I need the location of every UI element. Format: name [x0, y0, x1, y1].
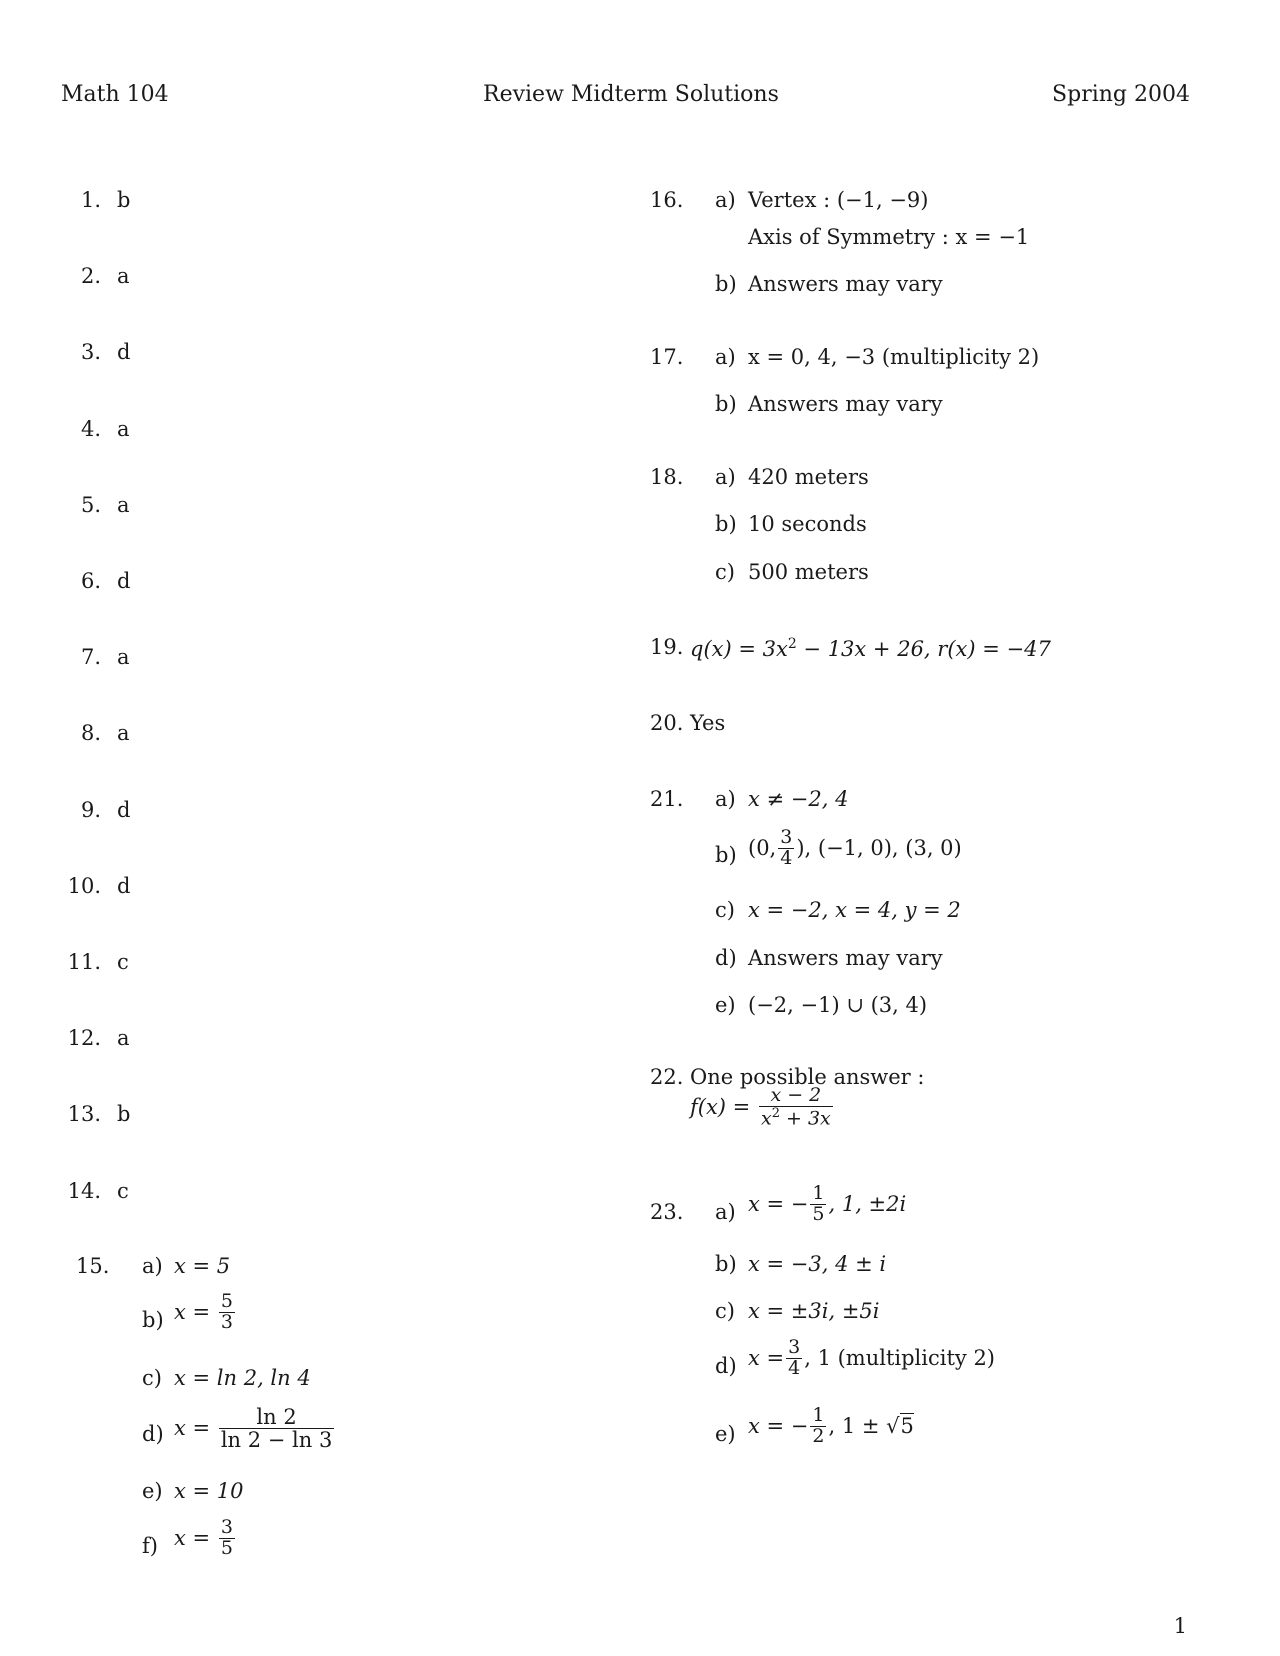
mc-answer: a	[117, 645, 130, 669]
part-label: a)	[142, 1254, 163, 1278]
answer-21c: x = −2, x = 4, y = 2	[748, 898, 961, 922]
answer-17a: x = 0, 4, −3 (multiplicity 2)	[748, 345, 1040, 369]
question-number: 22.	[650, 1065, 684, 1089]
page-number: 1	[1173, 1614, 1187, 1638]
lhs: x =	[174, 1299, 211, 1324]
answer-15e: x = 10	[174, 1479, 244, 1503]
mc-number: 4.	[80, 417, 101, 441]
answer-21e: (−2, −1) ∪ (3, 4)	[748, 993, 928, 1017]
mc-answer: d	[117, 798, 131, 822]
lhs: x = −	[748, 1413, 809, 1438]
mc-number: 9.	[80, 798, 101, 822]
expr-post: ), (−1, 0), (3, 0)	[796, 835, 962, 860]
mc-answer: d	[117, 874, 131, 898]
part-label: d)	[142, 1422, 164, 1446]
den-post: + 3x	[779, 1107, 831, 1130]
sqrt-icon: √	[886, 1413, 900, 1438]
answer-18c: 500 meters	[748, 560, 869, 584]
answer-15f	[174, 1518, 237, 1559]
exponent: 2	[771, 1105, 780, 1121]
question-number: 20.	[650, 711, 684, 735]
mc-number: 14.	[67, 1179, 101, 1203]
answer-20: Yes	[690, 711, 726, 735]
fraction-denominator: 3	[220, 1310, 233, 1333]
answer-23b: x = −3, 4 ± i	[748, 1252, 887, 1276]
answer-22-intro: One possible answer :	[690, 1065, 925, 1089]
fraction-numerator: 1	[812, 1404, 825, 1426]
lhs: x =	[174, 1525, 211, 1550]
answer-19	[690, 637, 1051, 660]
answer-16b: Answers may vary	[748, 272, 943, 296]
answer-22-function	[690, 1086, 835, 1129]
lhs: x =	[748, 1345, 785, 1370]
answer-16a-axis: Axis of Symmetry : x = −1	[748, 225, 1030, 249]
part-label: a)	[715, 188, 736, 212]
mc-answer: c	[117, 1179, 129, 1203]
fraction-numerator: ln 2	[219, 1406, 335, 1429]
part-label: e)	[715, 993, 736, 1017]
mc-answer: a	[117, 493, 130, 517]
mc-answer: b	[117, 188, 131, 212]
mc-number: 6.	[80, 569, 101, 593]
answer-16a-vertex: Vertex : (−1, −9)	[748, 188, 929, 212]
mc-number: 8.	[80, 721, 101, 745]
question-number: 21.	[650, 787, 684, 811]
part-label: d)	[715, 1354, 737, 1378]
den-pre: x	[760, 1107, 772, 1130]
answer-21d: Answers may vary	[748, 946, 943, 970]
answer-23a	[748, 1184, 906, 1225]
mc-answer: a	[117, 1026, 130, 1050]
part-label: b)	[715, 512, 737, 536]
mc-answer: d	[117, 569, 131, 593]
fraction-denominator: 5	[812, 1202, 825, 1225]
fraction-denominator	[759, 1107, 833, 1129]
fraction-numerator: 5	[220, 1290, 233, 1312]
answer-15b	[174, 1292, 237, 1333]
part-label: f)	[142, 1534, 158, 1558]
mc-number: 1.	[80, 188, 101, 212]
expr-post: , 1 (multiplicity 2)	[804, 1345, 995, 1370]
radicand: 5	[900, 1413, 914, 1438]
question-number: 16.	[650, 188, 684, 212]
mc-number: 12.	[67, 1026, 101, 1050]
mc-answer: c	[117, 950, 129, 974]
fraction-denominator: ln 2 − ln 3	[220, 1428, 333, 1453]
answer-15a: x = 5	[174, 1254, 231, 1278]
fraction-numerator: 3	[780, 826, 793, 848]
mc-number: 3.	[80, 340, 101, 364]
expr-pre: (0,	[748, 835, 777, 860]
fraction-numerator: 1	[812, 1182, 825, 1204]
part-label: c)	[715, 898, 735, 922]
question-number: 17.	[650, 345, 684, 369]
mc-number: 5.	[80, 493, 101, 517]
answer-17b: Answers may vary	[748, 392, 943, 416]
expr-post: − 13x + 26, r(x) = −47	[796, 637, 1051, 661]
answer-15d	[174, 1406, 336, 1451]
header-course: Math 104	[61, 82, 169, 107]
part-label: a)	[715, 1200, 736, 1224]
part-label: c)	[715, 1299, 735, 1323]
part-label: b)	[715, 272, 737, 296]
part-label: b)	[142, 1308, 164, 1332]
mc-answer: a	[117, 721, 130, 745]
part-label: e)	[715, 1422, 736, 1446]
answer-21a: x ≠ −2, 4	[748, 787, 849, 811]
part-label: a)	[715, 345, 736, 369]
answer-23c: x = ±3i, ±5i	[748, 1299, 880, 1323]
mc-number: 10.	[67, 874, 101, 898]
part-label: a)	[715, 787, 736, 811]
part-label: e)	[142, 1479, 163, 1503]
part-label: d)	[715, 946, 737, 970]
answer-23e	[748, 1406, 914, 1447]
header-title: Review Midterm Solutions	[483, 82, 779, 107]
fraction-numerator: 3	[788, 1336, 801, 1358]
expr-pre: q(x) = 3x	[690, 637, 788, 661]
fraction-numerator: x − 2	[759, 1086, 833, 1107]
mc-number: 11.	[67, 950, 101, 974]
lhs: x = −	[748, 1191, 809, 1216]
lhs: x =	[174, 1416, 211, 1441]
part-label: b)	[715, 1252, 737, 1276]
fraction-denominator: 5	[220, 1536, 233, 1559]
mc-answer: d	[117, 340, 131, 364]
answer-23d	[748, 1338, 995, 1379]
header-term: Spring 2004	[1052, 82, 1190, 107]
exponent: 2	[787, 636, 797, 652]
part-label: c)	[715, 560, 735, 584]
answer-18b: 10 seconds	[748, 512, 867, 536]
expr-post: , 1, ±2i	[828, 1191, 907, 1216]
part-label: b)	[715, 392, 737, 416]
part-label: c)	[142, 1366, 162, 1390]
part-label: b)	[715, 843, 737, 867]
part-label: a)	[715, 465, 736, 489]
fraction-denominator: 4	[788, 1356, 801, 1379]
mc-number: 2.	[80, 264, 101, 288]
question-number: 23.	[650, 1200, 684, 1224]
mc-answer: b	[117, 1102, 131, 1126]
answer-15c: x = ln 2, ln 4	[174, 1366, 311, 1390]
mc-number: 7.	[80, 645, 101, 669]
mc-answer: a	[117, 417, 130, 441]
fraction-denominator: 2	[812, 1424, 825, 1447]
mc-answer: a	[117, 264, 130, 288]
expr-mid: , 1 ±	[828, 1413, 887, 1438]
fraction-denominator: 4	[780, 846, 793, 869]
question-number: 15.	[76, 1254, 110, 1278]
answer-18a: 420 meters	[748, 465, 869, 489]
question-number: 18.	[650, 465, 684, 489]
fraction-numerator: 3	[220, 1516, 233, 1538]
lhs: f(x) =	[690, 1095, 751, 1120]
mc-number: 13.	[67, 1102, 101, 1126]
question-number: 19.	[650, 635, 684, 659]
answer-21b	[748, 828, 962, 869]
